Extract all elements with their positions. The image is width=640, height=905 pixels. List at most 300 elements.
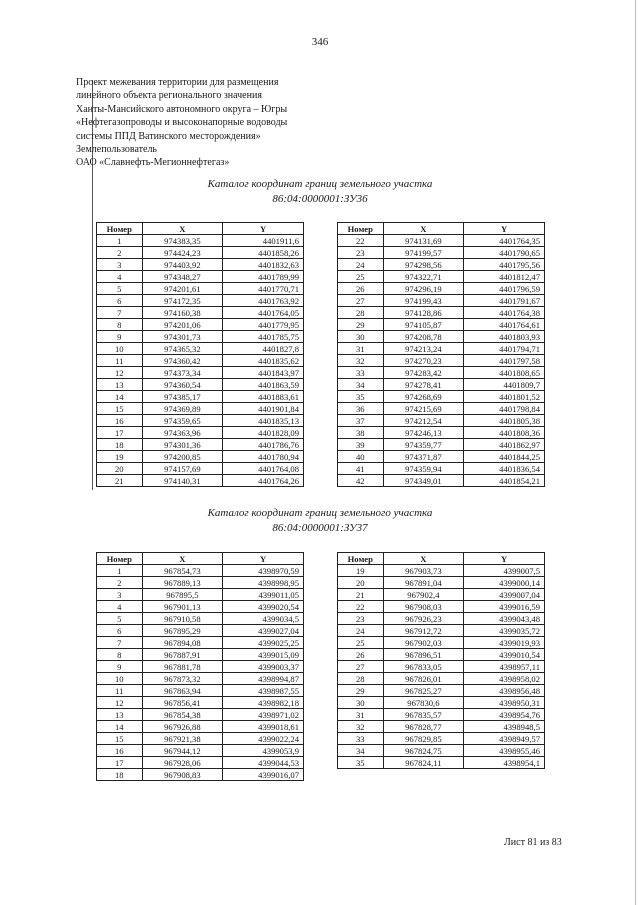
table-row — [97, 331, 304, 343]
y-coordinate-cell: 4401794,71 — [464, 343, 545, 355]
x-coordinate-cell: 967828,77 — [383, 721, 464, 733]
y-coordinate-cell: 4398954,1 — [464, 757, 545, 769]
x-coordinate-cell: 974385,17 — [142, 391, 223, 403]
y-coordinate-cell: 4399015,09 — [223, 649, 304, 661]
table-row — [338, 649, 545, 661]
column-header: Номер — [338, 553, 384, 565]
y-coordinate-cell: 4398955,46 — [464, 745, 545, 757]
y-coordinate-cell: 4401911,6 — [223, 235, 304, 247]
table-row — [97, 235, 304, 247]
x-coordinate-cell: 967873,32 — [142, 673, 223, 685]
x-coordinate-cell: 974212,54 — [383, 415, 464, 427]
table-row — [97, 589, 304, 601]
x-coordinate-cell: 974360,42 — [142, 355, 223, 367]
table-row — [338, 613, 545, 625]
x-coordinate-cell: 974270,23 — [383, 355, 464, 367]
table-row — [338, 319, 545, 331]
x-coordinate-cell: 974360,54 — [142, 379, 223, 391]
point-number-cell: 24 — [338, 259, 384, 271]
point-number-cell: 28 — [338, 307, 384, 319]
y-coordinate-cell: 4398954,76 — [464, 709, 545, 721]
header-line: Землепользователь — [76, 144, 157, 156]
y-coordinate-cell: 4401780,94 — [223, 451, 304, 463]
x-coordinate-cell: 974365,32 — [142, 343, 223, 355]
table-row — [338, 463, 545, 475]
table-row — [338, 295, 545, 307]
point-number-cell: 33 — [338, 367, 384, 379]
point-number-cell: 1 — [97, 235, 143, 247]
coordinates-table-zu36-right — [337, 222, 545, 487]
column-header: Y — [223, 553, 304, 565]
y-coordinate-cell: 4401832,63 — [223, 259, 304, 271]
point-number-cell: 16 — [97, 745, 143, 757]
table-header-row — [338, 553, 545, 565]
y-coordinate-cell: 4401862,97 — [464, 439, 545, 451]
point-number-cell: 22 — [338, 601, 384, 613]
header-line: линейного объекта регионального значения — [76, 90, 262, 102]
y-coordinate-cell: 4401827,8 — [223, 343, 304, 355]
y-coordinate-cell: 4401835,62 — [223, 355, 304, 367]
y-coordinate-cell: 4398948,5 — [464, 721, 545, 733]
x-coordinate-cell: 974322,71 — [383, 271, 464, 283]
table-row — [338, 625, 545, 637]
table-row — [97, 565, 304, 577]
y-coordinate-cell: 4401764,35 — [464, 235, 545, 247]
table-row — [338, 757, 545, 769]
point-number-cell: 18 — [97, 769, 143, 781]
x-coordinate-cell: 974298,56 — [383, 259, 464, 271]
point-number-cell: 5 — [97, 283, 143, 295]
table-row — [97, 319, 304, 331]
table-row — [338, 685, 545, 697]
y-coordinate-cell: 4401805,38 — [464, 415, 545, 427]
point-number-cell: 13 — [97, 379, 143, 391]
y-coordinate-cell: 4401798,84 — [464, 403, 545, 415]
point-number-cell: 2 — [97, 247, 143, 259]
table-row — [97, 745, 304, 757]
x-coordinate-cell: 967881,78 — [142, 661, 223, 673]
table-row — [97, 649, 304, 661]
y-coordinate-cell: 4399018,61 — [223, 721, 304, 733]
x-coordinate-cell: 967824,75 — [383, 745, 464, 757]
page-edge-line — [635, 0, 636, 905]
point-number-cell: 40 — [338, 451, 384, 463]
table-row — [97, 343, 304, 355]
catalog-title-zu37 — [0, 506, 640, 536]
table-row — [338, 661, 545, 673]
x-coordinate-cell: 967901,13 — [142, 601, 223, 613]
y-coordinate-cell: 4399043,48 — [464, 613, 545, 625]
y-coordinate-cell: 4401808,65 — [464, 367, 545, 379]
table-row — [338, 427, 545, 439]
point-number-cell: 38 — [338, 427, 384, 439]
point-number-cell: 23 — [338, 613, 384, 625]
y-coordinate-cell: 4401828,09 — [223, 427, 304, 439]
table-row — [338, 673, 545, 685]
header-line: ОАО «Славнефть-Мегионнефтегаз» — [76, 157, 230, 169]
x-coordinate-cell: 974201,61 — [142, 283, 223, 295]
table-row — [97, 427, 304, 439]
point-number-cell: 19 — [338, 565, 384, 577]
x-coordinate-cell: 974301,73 — [142, 331, 223, 343]
x-coordinate-cell: 974283,42 — [383, 367, 464, 379]
point-number-cell: 41 — [338, 463, 384, 475]
table-row — [97, 451, 304, 463]
point-number-cell: 11 — [97, 685, 143, 697]
y-coordinate-cell: 4401791,67 — [464, 295, 545, 307]
x-coordinate-cell: 967944,12 — [142, 745, 223, 757]
table-row — [338, 697, 545, 709]
point-number-cell: 15 — [97, 403, 143, 415]
x-coordinate-cell: 974348,27 — [142, 271, 223, 283]
y-coordinate-cell: 4398950,31 — [464, 697, 545, 709]
point-number-cell: 24 — [338, 625, 384, 637]
header-line: Проект межевания территории для размещения — [76, 77, 279, 88]
point-number-cell: 12 — [97, 697, 143, 709]
point-number-cell: 6 — [97, 625, 143, 637]
y-coordinate-cell: 4401843,97 — [223, 367, 304, 379]
table-row — [338, 721, 545, 733]
x-coordinate-cell: 974157,69 — [142, 463, 223, 475]
x-coordinate-cell: 967829,85 — [383, 733, 464, 745]
point-number-cell: 4 — [97, 601, 143, 613]
y-coordinate-cell: 4399022,24 — [223, 733, 304, 745]
x-coordinate-cell: 974215,69 — [383, 403, 464, 415]
table-row — [338, 379, 545, 391]
y-coordinate-cell: 4398958,02 — [464, 673, 545, 685]
x-coordinate-cell: 967863,94 — [142, 685, 223, 697]
x-coordinate-cell: 967928,06 — [142, 757, 223, 769]
table-row — [97, 613, 304, 625]
table-row — [97, 307, 304, 319]
page-number: 346 — [311, 36, 329, 48]
table-row — [97, 733, 304, 745]
y-coordinate-cell: 4401786,76 — [223, 439, 304, 451]
table-row — [338, 589, 545, 601]
point-number-cell: 21 — [97, 475, 143, 487]
column-header: Y — [464, 223, 545, 235]
column-header: Y — [223, 223, 304, 235]
table-row — [97, 259, 304, 271]
point-number-cell: 42 — [338, 475, 384, 487]
y-coordinate-cell: 4401809,7 — [464, 379, 545, 391]
x-coordinate-cell: 967854,73 — [142, 565, 223, 577]
point-number-cell: 34 — [338, 379, 384, 391]
x-coordinate-cell: 967854,38 — [142, 709, 223, 721]
x-coordinate-cell: 967926,88 — [142, 721, 223, 733]
header-line: Ханты-Мансийского автономного округа – Югры — [76, 103, 288, 115]
table-row — [97, 367, 304, 379]
table-row — [97, 439, 304, 451]
y-coordinate-cell: 4398957,11 — [464, 661, 545, 673]
x-coordinate-cell: 967824,11 — [383, 757, 464, 769]
y-coordinate-cell: 4401835,13 — [223, 415, 304, 427]
table-row — [338, 247, 545, 259]
table-row — [338, 439, 545, 451]
table-header-row — [338, 223, 545, 235]
table-row — [97, 601, 304, 613]
x-coordinate-cell: 974363,96 — [142, 427, 223, 439]
table-row — [338, 331, 545, 343]
y-coordinate-cell: 4399016,59 — [464, 601, 545, 613]
y-coordinate-cell: 4399011,05 — [223, 589, 304, 601]
table-row — [97, 721, 304, 733]
table-row — [338, 343, 545, 355]
point-number-cell: 33 — [338, 733, 384, 745]
x-coordinate-cell: 974371,87 — [383, 451, 464, 463]
coordinates-table-zu37-left — [96, 552, 304, 781]
point-number-cell: 17 — [97, 757, 143, 769]
table-row — [338, 391, 545, 403]
catalog-title-line: Каталог координат границ земельного участка — [207, 178, 433, 190]
point-number-cell: 19 — [97, 451, 143, 463]
point-number-cell: 21 — [338, 589, 384, 601]
point-number-cell: 31 — [338, 343, 384, 355]
point-number-cell: 7 — [97, 637, 143, 649]
point-number-cell: 25 — [338, 637, 384, 649]
table-row — [97, 247, 304, 259]
table-row — [97, 379, 304, 391]
y-coordinate-cell: 4399007,04 — [464, 589, 545, 601]
point-number-cell: 16 — [97, 415, 143, 427]
y-coordinate-cell: 4401797,58 — [464, 355, 545, 367]
column-header: X — [383, 223, 464, 235]
x-coordinate-cell: 974246,13 — [383, 427, 464, 439]
table-row — [97, 637, 304, 649]
point-number-cell: 8 — [97, 649, 143, 661]
y-coordinate-cell: 4401790,65 — [464, 247, 545, 259]
point-number-cell: 10 — [97, 673, 143, 685]
y-coordinate-cell: 4399000,14 — [464, 577, 545, 589]
x-coordinate-cell: 967921,38 — [142, 733, 223, 745]
point-number-cell: 3 — [97, 259, 143, 271]
point-number-cell: 15 — [97, 733, 143, 745]
point-number-cell: 37 — [338, 415, 384, 427]
point-number-cell: 35 — [338, 757, 384, 769]
y-coordinate-cell: 4401764,61 — [464, 319, 545, 331]
point-number-cell: 3 — [97, 589, 143, 601]
table-row — [338, 733, 545, 745]
header-line: «Нефтегазопроводы и высоконапорные водоводы — [76, 117, 288, 129]
y-coordinate-cell: 4398970,59 — [223, 565, 304, 577]
table-row — [338, 601, 545, 613]
column-header: X — [142, 223, 223, 235]
y-coordinate-cell: 4401764,26 — [223, 475, 304, 487]
catalog-title-zu36 — [0, 177, 640, 207]
x-coordinate-cell: 967902,03 — [383, 637, 464, 649]
point-number-cell: 29 — [338, 319, 384, 331]
y-coordinate-cell: 4401796,59 — [464, 283, 545, 295]
x-coordinate-cell: 967896,51 — [383, 649, 464, 661]
table-row — [97, 463, 304, 475]
column-header: X — [383, 553, 464, 565]
point-number-cell: 27 — [338, 295, 384, 307]
point-number-cell: 31 — [338, 709, 384, 721]
catalog-title-line: Каталог координат границ земельного участка — [207, 507, 433, 519]
y-coordinate-cell: 4401764,38 — [464, 307, 545, 319]
x-coordinate-cell: 967825,27 — [383, 685, 464, 697]
table-row — [97, 271, 304, 283]
y-coordinate-cell: 4399016,07 — [223, 769, 304, 781]
y-coordinate-cell: 4401789,99 — [223, 271, 304, 283]
point-number-cell: 32 — [338, 355, 384, 367]
x-coordinate-cell: 974268,69 — [383, 391, 464, 403]
table-row — [338, 565, 545, 577]
y-coordinate-cell: 4398949,57 — [464, 733, 545, 745]
table-row — [338, 307, 545, 319]
point-number-cell: 2 — [97, 577, 143, 589]
table-row — [97, 685, 304, 697]
point-number-cell: 9 — [97, 331, 143, 343]
column-header: Номер — [338, 223, 384, 235]
x-coordinate-cell: 974369,89 — [142, 403, 223, 415]
x-coordinate-cell: 974200,85 — [142, 451, 223, 463]
table-row — [338, 709, 545, 721]
x-coordinate-cell: 967910,58 — [142, 613, 223, 625]
point-number-cell: 18 — [97, 439, 143, 451]
table-row — [338, 259, 545, 271]
point-number-cell: 26 — [338, 649, 384, 661]
point-number-cell: 26 — [338, 283, 384, 295]
table-row — [338, 415, 545, 427]
point-number-cell: 23 — [338, 247, 384, 259]
y-coordinate-cell: 4401854,21 — [464, 475, 545, 487]
y-coordinate-cell: 4401770,71 — [223, 283, 304, 295]
y-coordinate-cell: 4401836,54 — [464, 463, 545, 475]
x-coordinate-cell: 967835,57 — [383, 709, 464, 721]
table-row — [97, 709, 304, 721]
x-coordinate-cell: 974172,35 — [142, 295, 223, 307]
y-coordinate-cell: 4399053,9 — [223, 745, 304, 757]
table-row — [97, 391, 304, 403]
table-header-row — [97, 553, 304, 565]
x-coordinate-cell: 974213,24 — [383, 343, 464, 355]
table-row — [97, 661, 304, 673]
x-coordinate-cell: 974105,87 — [383, 319, 464, 331]
y-coordinate-cell: 4401901,84 — [223, 403, 304, 415]
y-coordinate-cell: 4399034,5 — [223, 613, 304, 625]
y-coordinate-cell: 4401863,59 — [223, 379, 304, 391]
catalog-parcel-id: 86:04:0000001:ЗУ37 — [272, 522, 368, 534]
table-row — [338, 637, 545, 649]
column-header: Номер — [97, 223, 143, 235]
catalog-parcel-id: 86:04:0000001:ЗУ36 — [272, 193, 368, 205]
x-coordinate-cell: 974128,86 — [383, 307, 464, 319]
point-number-cell: 30 — [338, 697, 384, 709]
column-header: X — [142, 553, 223, 565]
y-coordinate-cell: 4399003,37 — [223, 661, 304, 673]
y-coordinate-cell: 4401803,93 — [464, 331, 545, 343]
x-coordinate-cell: 974403,92 — [142, 259, 223, 271]
x-coordinate-cell: 974349,01 — [383, 475, 464, 487]
x-coordinate-cell: 974140,31 — [142, 475, 223, 487]
y-coordinate-cell: 4398998,95 — [223, 577, 304, 589]
x-coordinate-cell: 967826,01 — [383, 673, 464, 685]
y-coordinate-cell: 4401812,47 — [464, 271, 545, 283]
point-number-cell: 36 — [338, 403, 384, 415]
table-row — [338, 403, 545, 415]
x-coordinate-cell: 974201,06 — [142, 319, 223, 331]
x-coordinate-cell: 967889,13 — [142, 577, 223, 589]
point-number-cell: 12 — [97, 367, 143, 379]
coordinates-table-zu36-left — [96, 222, 304, 487]
y-coordinate-cell: 4399020,54 — [223, 601, 304, 613]
table-row — [97, 355, 304, 367]
point-number-cell: 20 — [338, 577, 384, 589]
x-coordinate-cell: 974359,77 — [383, 439, 464, 451]
x-coordinate-cell: 967912,72 — [383, 625, 464, 637]
table-row — [338, 367, 545, 379]
table-row — [97, 673, 304, 685]
table-row — [97, 697, 304, 709]
document-header — [76, 76, 287, 170]
x-coordinate-cell: 967833,05 — [383, 661, 464, 673]
y-coordinate-cell: 4401764,08 — [223, 463, 304, 475]
y-coordinate-cell: 4401808,36 — [464, 427, 545, 439]
point-number-cell: 11 — [97, 355, 143, 367]
x-coordinate-cell: 967894,08 — [142, 637, 223, 649]
y-coordinate-cell: 4399027,04 — [223, 625, 304, 637]
x-coordinate-cell: 967895,5 — [142, 589, 223, 601]
point-number-cell: 35 — [338, 391, 384, 403]
table-row — [97, 577, 304, 589]
x-coordinate-cell: 974359,65 — [142, 415, 223, 427]
point-number-cell: 7 — [97, 307, 143, 319]
header-line: системы ППД Ватинского месторождения» — [76, 130, 261, 142]
sheet-number: Лист 81 из 83 — [504, 837, 562, 848]
point-number-cell: 32 — [338, 721, 384, 733]
x-coordinate-cell: 967902,4 — [383, 589, 464, 601]
x-coordinate-cell: 974301,36 — [142, 439, 223, 451]
point-number-cell: 9 — [97, 661, 143, 673]
y-coordinate-cell: 4401844,25 — [464, 451, 545, 463]
table-row — [97, 403, 304, 415]
table-row — [338, 475, 545, 487]
table-row — [338, 283, 545, 295]
y-coordinate-cell: 4398956,48 — [464, 685, 545, 697]
x-coordinate-cell: 974199,57 — [383, 247, 464, 259]
y-coordinate-cell: 4398994,87 — [223, 673, 304, 685]
x-coordinate-cell: 967908,83 — [142, 769, 223, 781]
point-number-cell: 17 — [97, 427, 143, 439]
x-coordinate-cell: 974296,19 — [383, 283, 464, 295]
point-number-cell: 29 — [338, 685, 384, 697]
point-number-cell: 1 — [97, 565, 143, 577]
y-coordinate-cell: 4401858,26 — [223, 247, 304, 259]
point-number-cell: 6 — [97, 295, 143, 307]
point-number-cell: 39 — [338, 439, 384, 451]
x-coordinate-cell: 974208,78 — [383, 331, 464, 343]
coordinates-table-zu37-right — [337, 552, 545, 769]
table-row — [338, 577, 545, 589]
y-coordinate-cell: 4399025,25 — [223, 637, 304, 649]
point-number-cell: 5 — [97, 613, 143, 625]
y-coordinate-cell: 4401883,61 — [223, 391, 304, 403]
y-coordinate-cell: 4401779,95 — [223, 319, 304, 331]
y-coordinate-cell: 4399010,54 — [464, 649, 545, 661]
table-row — [97, 415, 304, 427]
y-coordinate-cell: 4398987,55 — [223, 685, 304, 697]
table-row — [97, 769, 304, 781]
point-number-cell: 10 — [97, 343, 143, 355]
x-coordinate-cell: 967887,91 — [142, 649, 223, 661]
table-row — [338, 355, 545, 367]
y-coordinate-cell: 4399044,53 — [223, 757, 304, 769]
y-coordinate-cell: 4401801,52 — [464, 391, 545, 403]
x-coordinate-cell: 974278,41 — [383, 379, 464, 391]
x-coordinate-cell: 967830,6 — [383, 697, 464, 709]
x-coordinate-cell: 974424,23 — [142, 247, 223, 259]
